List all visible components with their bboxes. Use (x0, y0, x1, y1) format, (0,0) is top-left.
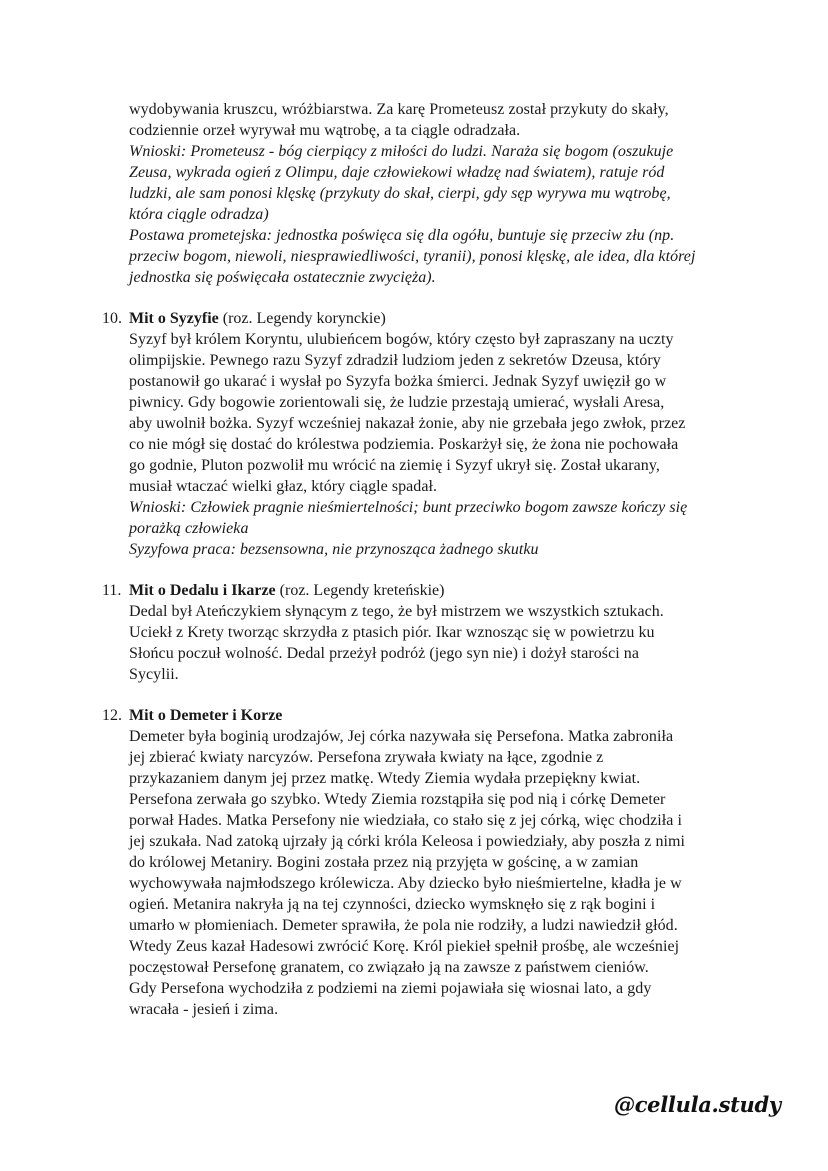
paragraph-line: go godnie, Pluton pozwolił mu wrócić na ziemię i Syzyf ukrył się. Został ukarany, (129, 457, 660, 474)
section-number: 10. (102, 310, 122, 327)
paragraph-line: piwnicy. Gdy bogowie zorientowali się, że ludzie przestają umierać, wysłali Aresa, (129, 394, 665, 411)
paragraph-line: przykazaniem danym jej przez matkę. Wtedy Ziemia wydała przepiękny kwiat. (129, 770, 641, 787)
paragraph-line: poczęstował Persefonę granatem, co związało ją na zawsze z państwem cieniów. (129, 959, 649, 976)
paragraph-line: porwał Hades. Matka Persefony nie wiedziała, co stało się z jej córką, więc chodziła i (129, 812, 682, 829)
conclusion-line: przeciw bogom, niewoli, niesprawiedliwości, tyranii), ponosi klęskę, ale idea, dla której (129, 248, 696, 265)
paragraph-line: wychowywała najmłodszego królewicza. Aby dziecko było nieśmiertelne, kładła je w (129, 875, 682, 892)
section-title: Mit o Dedalu i Ikarze (129, 582, 276, 599)
conclusion-line: Postawa prometejska: jednostka poświęca się dla ogółu, buntuje się przeciw złu (np. (129, 227, 675, 244)
section-subtitle: (roz. Legendy korynckie) (218, 310, 386, 327)
paragraph-line: co nie mógł się dostać do królestwa podziemia. Poskarżył się, że żona nie pochowała (129, 436, 679, 453)
section-number: 12. (102, 707, 122, 724)
paragraph-line: umarło w płomieniach. Demeter sprawiła, że pola nie rodziły, a ludzi nawiedził głód. (129, 917, 678, 934)
paragraph-line: Demeter była boginią urodzajów, Jej córka nazywała się Persefona. Matka zabroniła (129, 728, 674, 745)
author-watermark: @cellula.study (614, 1092, 781, 1117)
intro-line: wydobywania kruszcu, wróżbiarstwa. Za karę Prometeusz został przykuty do skały, (129, 101, 669, 118)
section-subtitle: (roz. Legendy kreteńskie) (275, 582, 445, 599)
paragraph-line: Sycylii. (129, 666, 179, 683)
paragraph-line: Uciekł z Krety tworząc skrzydła z ptasich piór. Ikar wznosząc się w powietrzu ku (129, 624, 655, 641)
paragraph-line: Syzyf był królem Koryntu, ulubieńcem bogów, który często był zapraszany na uczty (129, 331, 674, 348)
conclusion-line: która ciągle odradza) (129, 206, 269, 223)
section-title: Mit o Syzyfie (129, 310, 219, 327)
paragraph-line: aby uwolnił bożka. Syzyf wcześniej nakazał żonie, aby nie grzebała jego zwłok, przez (129, 415, 686, 432)
conclusion-line: Wnioski: Człowiek pragnie nieśmiertelności; bunt przeciwko bogom zawsze kończy się (129, 499, 688, 516)
intro-line: codziennie orzeł wyrywał mu wątrobę, a ta ciągle odradzała. (129, 122, 521, 139)
paragraph-line: olimpijskie. Pewnego razu Syzyf zdradził ludziom jeden z sekretów Dzeusa, który (129, 352, 661, 369)
paragraph-line: wracała - jesień i zima. (129, 1001, 279, 1018)
paragraph-line: jej zbierać kwiaty narcyzów. Persefona zrywała kwiaty na łące, zgodnie z (129, 749, 604, 766)
conclusion-line: Syzyfowa praca: bezsensowna, nie przynosząca żadnego skutku (129, 541, 539, 558)
paragraph-line: Gdy Persefona wychodziła z podziemi na ziemi pojawiała się wiosnai lato, a gdy (129, 980, 652, 997)
paragraph-line: Dedal był Ateńczykiem słynącym z tego, że był mistrzem we wszystkich sztukach. (129, 603, 664, 620)
section-heading (129, 580, 444, 601)
section-number: 11. (102, 582, 122, 599)
paragraph-line: Persefona zerwała go szybko. Wtedy Ziemia rozstąpiła się pod nią i córkę Demeter (129, 791, 666, 808)
section-heading (129, 308, 386, 329)
paragraph-line: do królowej Metaniry. Bogini została przez nią przyjęta w gościnę, a w zamian (129, 854, 639, 871)
conclusion-line: porażką człowieka (129, 520, 249, 537)
paragraph-line: jej szukała. Nad zatoką ujrzały ją córki króla Keleosa i powiedziały, aby poszła z nimi (129, 833, 685, 850)
paragraph-line: ogień. Metanira nakryła ją na tej czynności, dziecko wymsknęło się z rąk bogini i (129, 896, 656, 913)
paragraph-line: musiał wtaczać wielki głaz, który ciągle spadał. (129, 478, 438, 495)
conclusion-line: jednostka się poświęcała ostatecznie zwycięża). (129, 269, 436, 286)
conclusion-line: Wnioski: Prometeusz - bóg cierpiący z miłości do ludzi. Naraża się bogom (oszukuje (129, 143, 674, 160)
conclusion-line: Zeusa, wykrada ogień z Olimpu, daje człowiekowi władzę nad światem), ratuje ród (129, 164, 665, 181)
conclusion-line: ludzki, ale sam ponosi klęskę (przykuty do skał, cierpi, gdy sęp wyrywa mu wątrobę, (129, 185, 671, 202)
section-heading (129, 705, 282, 726)
paragraph-line: postanowił go ukarać i wysłał po Syzyfa bożka śmierci. Jednak Syzyf uwięził go w (129, 373, 667, 390)
paragraph-line: Słońcu poczuł wolność. Dedal przeżył podróż (jego syn nie) i dożył starości na (129, 645, 639, 662)
paragraph-line: Wtedy Zeus kazał Hadesowi zwrócić Korę. Król piekieł spełnił prośbę, ale wcześniej (129, 938, 680, 955)
section-title: Mit o Demeter i Korze (129, 707, 283, 724)
